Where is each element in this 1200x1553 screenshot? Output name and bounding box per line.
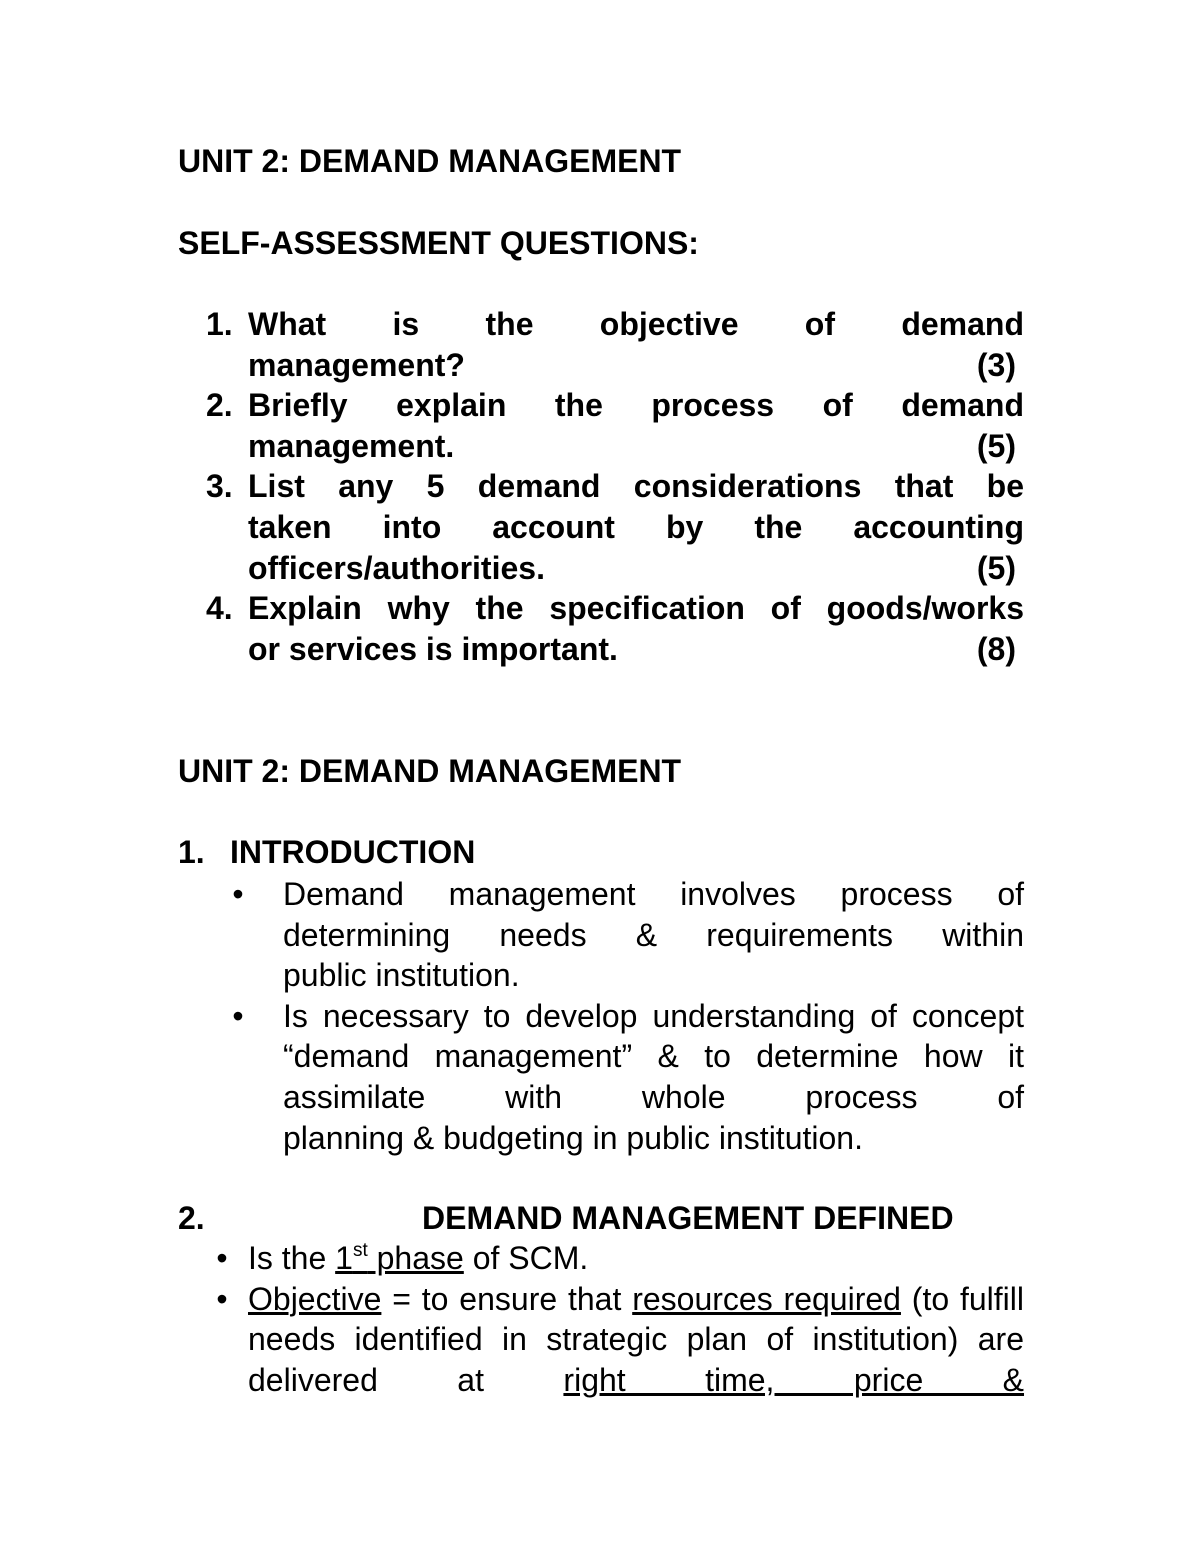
- question-text: Briefly explain the process of demand: [248, 387, 1024, 424]
- list-item: [228, 996, 1024, 1158]
- defined-bullets: [212, 1238, 1024, 1400]
- bullet-text: [248, 1238, 1024, 1279]
- text-run: Is the: [248, 1240, 336, 1276]
- text-run: = to ensure that: [381, 1280, 633, 1317]
- question-text: management.: [248, 427, 455, 464]
- list-item: [212, 1238, 1024, 1279]
- text-run: (to fulfill needs identified in strategic plan of institution) are delivered at: [248, 1280, 1024, 1398]
- question-text: Explain why the specification of goods/works: [248, 590, 1024, 627]
- question-number: 3.: [206, 468, 233, 505]
- underlined-text: Objective: [248, 1280, 382, 1317]
- bullet-text: [248, 1279, 1024, 1401]
- list-item: [228, 874, 1024, 996]
- bullet-text: planning & budgeting in public institution.: [283, 1119, 863, 1156]
- bullet-icon: •: [216, 1240, 228, 1276]
- question-marks: (5): [976, 549, 1016, 586]
- question-text: officers/authorities.: [248, 549, 545, 586]
- question-item: [206, 385, 1024, 466]
- section-title: INTRODUCTION: [230, 834, 476, 870]
- introduction-bullets: [228, 874, 1024, 1158]
- section-number: 2.: [178, 1200, 205, 1236]
- ordinal-suffix: st: [352, 1240, 368, 1261]
- question-text: management?: [248, 346, 465, 383]
- underlined-text: resources required: [632, 1280, 901, 1317]
- question-number: 4.: [206, 590, 233, 627]
- bullet-icon: •: [216, 1280, 228, 1317]
- text-run: of SCM.: [463, 1240, 589, 1276]
- question-number: 1.: [206, 306, 233, 342]
- questions-list: [206, 304, 1024, 669]
- section-title: DEMAND MANAGEMENT DEFINED: [422, 1200, 954, 1236]
- bullet-icon: •: [232, 997, 244, 1034]
- question-marks: (8): [976, 630, 1016, 667]
- text-run: phase: [367, 1240, 464, 1276]
- bullet-text: Is necessary to develop understanding of concept “demand management” & to determine how it assimilate with whole process of: [283, 997, 1024, 1115]
- underlined-text: right time, price &: [563, 1361, 1025, 1398]
- question-text: taken into account by the accounting: [248, 508, 1024, 545]
- question-item: [206, 588, 1024, 669]
- bullet-icon: •: [232, 876, 244, 912]
- question-marks: (5): [976, 427, 1016, 464]
- section-heading: [178, 832, 475, 872]
- question-text: List any 5 demand considerations that be: [248, 468, 1024, 505]
- question-text: or services is important.: [248, 630, 618, 667]
- unit-heading: UNIT 2: DEMAND MANAGEMENT: [178, 753, 682, 789]
- question-marks: (3): [976, 346, 1016, 383]
- bullet-text: public institution.: [283, 957, 520, 994]
- question-number: 2.: [206, 387, 233, 424]
- unit-heading: UNIT 2: DEMAND MANAGEMENT: [178, 143, 682, 179]
- self-assessment-heading: SELF-ASSESSMENT QUESTIONS:: [178, 225, 699, 261]
- list-item: [212, 1279, 1024, 1401]
- question-text: What is the objective of demand: [248, 306, 1024, 342]
- question-item: [206, 466, 1024, 588]
- bullet-text: Demand management involves process of determining needs & requirements within: [283, 876, 1024, 953]
- section-number: 1.: [178, 834, 205, 870]
- underlined-text: [335, 1240, 464, 1276]
- question-item: [206, 304, 1024, 385]
- ordinal: 1: [335, 1240, 353, 1276]
